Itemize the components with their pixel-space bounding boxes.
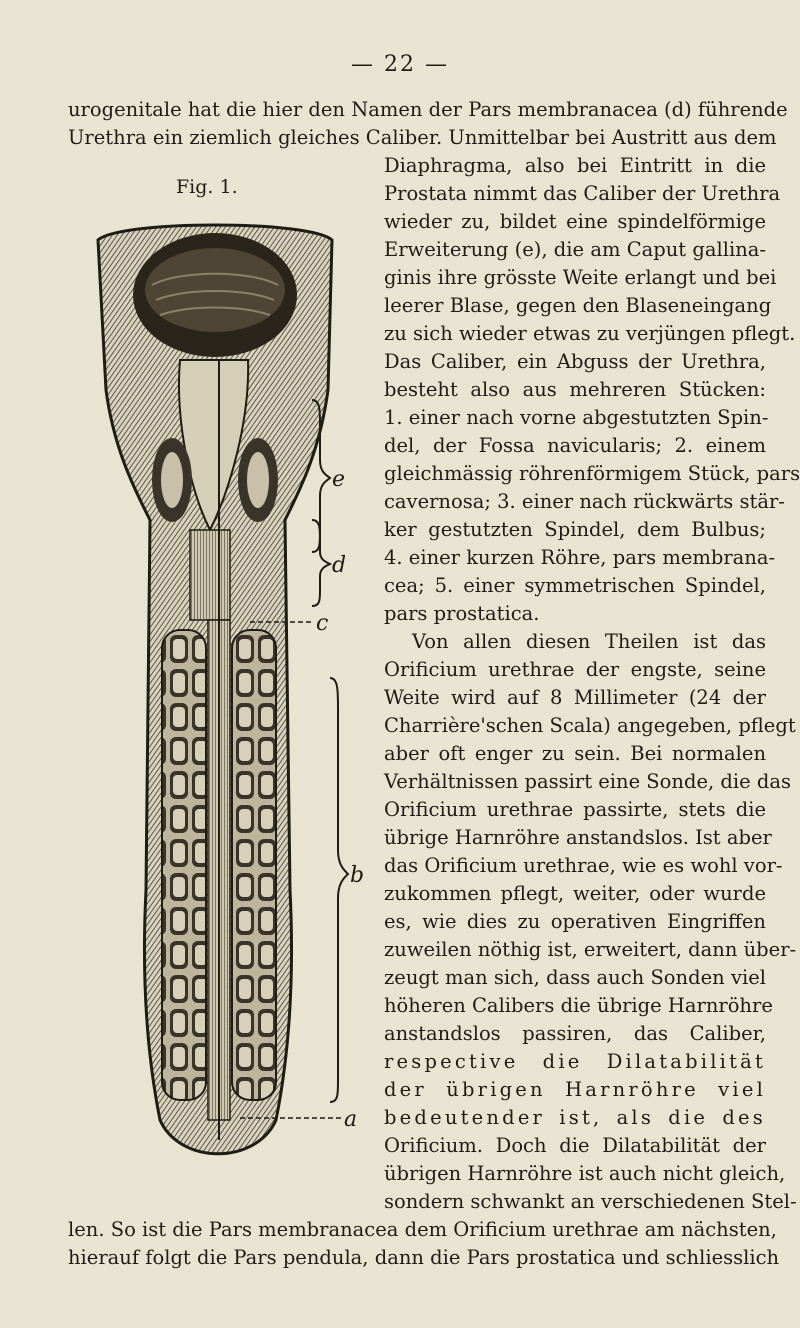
text-line: ker gestutzten Spindel, dem Bulbus; xyxy=(384,518,766,541)
text-line: Erweiterung (e), die am Caput gallina- xyxy=(384,238,766,261)
text-line: Das Caliber, ein Abguss der Urethra, xyxy=(384,350,766,373)
text-line: Urethra ein ziemlich gleiches Caliber. Unmittelbar bei Austritt aus dem xyxy=(68,126,777,149)
membranous-part xyxy=(190,530,230,620)
text-line: der übrigen Harnröhre viel xyxy=(384,1078,766,1101)
text-line: respective die Dilatabilität xyxy=(384,1050,766,1073)
letter-a: a xyxy=(344,1107,358,1132)
brace-d xyxy=(312,520,330,606)
text-line: Orificium urethrae der engste, seine xyxy=(384,658,766,681)
text-line: Von allen diesen Theilen ist das xyxy=(412,630,766,653)
text-line: das Orificium urethrae, wie es wohl vor- xyxy=(384,854,783,877)
text-line: leerer Blase, gegen den Blaseneingang xyxy=(384,294,772,317)
text-line: Prostata nimmt das Caliber der Urethra xyxy=(384,182,781,205)
text-line: del, der Fossa navicularis; 2. einem xyxy=(384,434,766,457)
text-line: gleichmässig röhrenförmigem Stück, pars xyxy=(384,462,800,485)
text-line: zukommen pflegt, weiter, oder wurde xyxy=(384,882,766,905)
text-line: pars prostatica. xyxy=(384,602,540,625)
text-line: höheren Calibers die übrige Harnröhre xyxy=(384,994,773,1017)
text-line: zu sich wieder etwas zu verjüngen pflegt. xyxy=(384,322,796,345)
text-line: aber oft enger zu sein. Bei normalen xyxy=(384,742,766,765)
text-line: Verhältnissen passirt eine Sonde, die das xyxy=(384,770,791,793)
text-line: 1. einer nach vorne abgestutzten Spin- xyxy=(384,406,769,429)
text-line: len. So ist die Pars membranacea dem Orificium urethrae am nächsten, xyxy=(68,1218,777,1241)
text-line: ginis ihre grösste Weite erlangt und bei xyxy=(384,266,777,289)
text-line: besteht also aus mehreren Stücken: xyxy=(384,378,766,401)
page-number: — 22 — xyxy=(351,52,449,77)
prostate-lobe-left-inner xyxy=(161,452,183,508)
urethra-illustration xyxy=(80,190,380,1190)
letter-b: b xyxy=(350,863,365,888)
text-line: hierauf folgt die Pars pendula, dann die Pars prostatica und schliesslich xyxy=(68,1246,780,1269)
text-line: bedeutender ist, als die des xyxy=(384,1106,766,1129)
text-line: Weite wird auf 8 Millimeter (24 der xyxy=(384,686,766,709)
brace-b xyxy=(330,678,348,1102)
text-line: cea; 5. einer symmetrischen Spindel, xyxy=(384,574,766,597)
text-line: Orificium. Doch die Dilatabilität der xyxy=(384,1134,766,1157)
text-line: es, wie dies zu operativen Eingriffen xyxy=(384,910,766,933)
text-line: übrige Harnröhre anstandslos. Ist aber xyxy=(384,826,772,849)
prostate-lobe-right-inner xyxy=(247,452,269,508)
text-line: zuweilen nöthig ist, erweitert, dann über- xyxy=(384,938,797,961)
text-line: Charrière'schen Scala) angegeben, pflegt xyxy=(384,714,796,737)
text-line: sondern schwankt an verschiedenen Stel- xyxy=(384,1190,797,1213)
text-line: Diaphragma, also bei Eintritt in die xyxy=(384,154,766,177)
text-line: 4. einer kurzen Röhre, pars membrana- xyxy=(384,546,776,569)
text-line: wieder zu, bildet eine spindelförmige xyxy=(384,210,766,233)
text-line: cavernosa; 3. einer nach rückwärts stär- xyxy=(384,490,785,513)
corpus-cavernosum-right xyxy=(232,630,276,1100)
text-line: urogenitale hat die hier den Namen der Pars membranacea (d) führende xyxy=(68,98,788,121)
corpus-cavernosum-left xyxy=(162,630,206,1100)
figure-label: Fig. 1. xyxy=(176,176,238,198)
text-line: zeugt man sich, dass auch Sonden viel xyxy=(384,966,766,989)
text-line: anstandslos passiren, das Caliber, xyxy=(384,1022,766,1045)
text-line: übrigen Harnröhre ist auch nicht gleich, xyxy=(384,1162,786,1185)
letter-c: c xyxy=(316,611,329,636)
text-line: Orificium urethrae passirte, stets die xyxy=(384,798,766,821)
letter-e: e xyxy=(332,467,346,492)
letter-d: d xyxy=(332,553,347,578)
